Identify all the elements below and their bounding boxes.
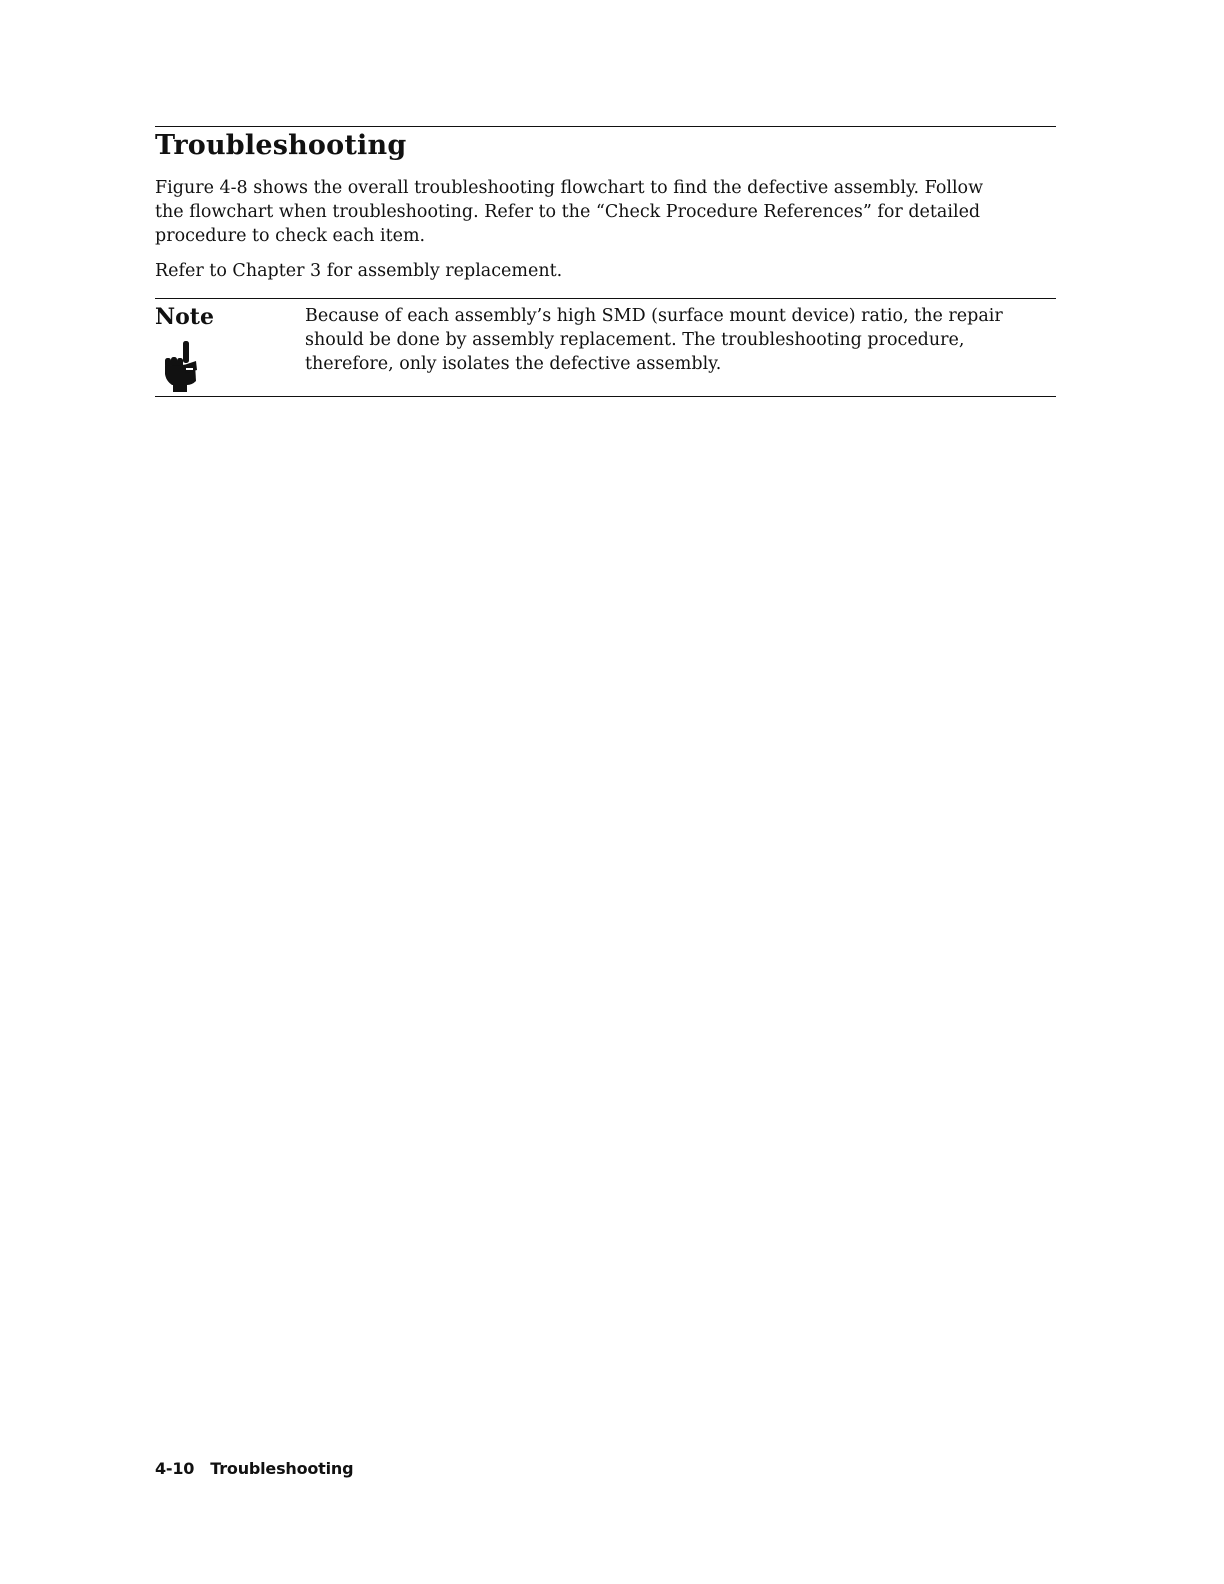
intro-paragraph bbox=[155, 176, 1045, 248]
note-line-3: therefore, only isolates the defective assembly. bbox=[305, 354, 722, 374]
section-top-rule bbox=[155, 126, 1056, 127]
note-top-rule bbox=[155, 298, 1056, 299]
note-label: Note bbox=[155, 304, 214, 330]
intro-line-2: the flowchart when troubleshooting. Refer to the “Check Procedure References” for detailed bbox=[155, 202, 981, 222]
intro-line-3: procedure to check each item. bbox=[155, 226, 426, 246]
page-footer bbox=[155, 1459, 353, 1478]
intro-line-1: Figure 4-8 shows the overall troubleshooting flowchart to find the defective assembly. Follow bbox=[155, 178, 984, 198]
pointing-hand-icon bbox=[162, 341, 198, 393]
note-line-2: should be done by assembly replacement. The troubleshooting procedure, bbox=[305, 330, 965, 350]
section-title: Troubleshooting bbox=[155, 130, 407, 161]
note-text bbox=[305, 304, 1050, 376]
page-number: 4-10 bbox=[155, 1459, 195, 1478]
note-line-1: Because of each assembly’s high SMD (surface mount device) ratio, the repair bbox=[305, 306, 1003, 326]
replacement-paragraph: Refer to Chapter 3 for assembly replacement. bbox=[155, 261, 563, 281]
footer-section-name: Troubleshooting bbox=[210, 1459, 354, 1478]
note-bottom-rule bbox=[155, 396, 1056, 397]
